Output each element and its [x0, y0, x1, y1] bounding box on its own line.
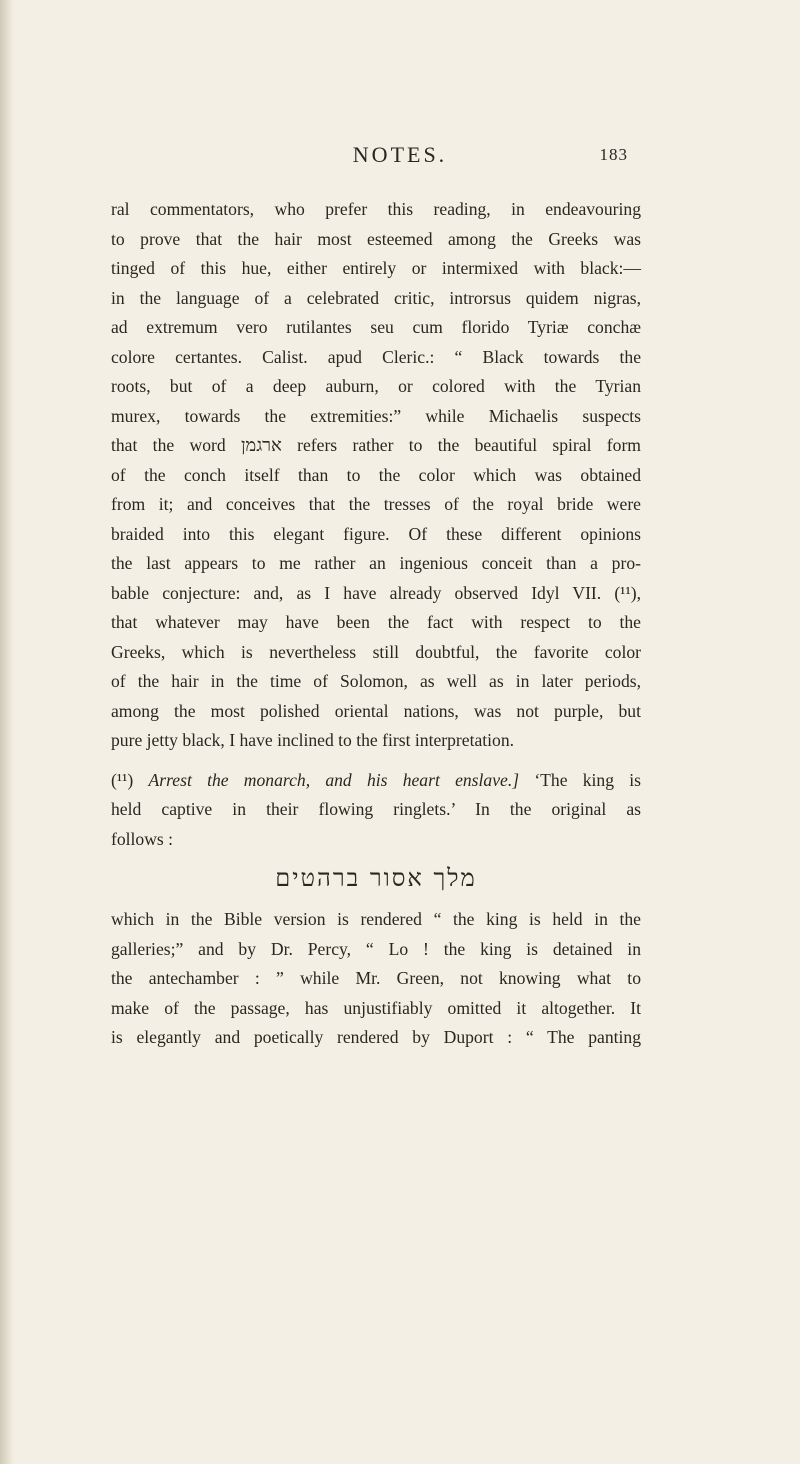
page-header: [0, 142, 800, 172]
text-line: ral commentators, who prefer this reading, in endeavouring: [111, 199, 641, 219]
page-number: 183: [599, 145, 628, 164]
paragraph-commentators: [111, 195, 641, 756]
note-first-line: [111, 766, 641, 796]
text-line: of the conch itself than to the color which was obtained: [111, 464, 641, 485]
text-line: bable conjecture: and, as I have already observed Idyl VII. (¹¹),: [111, 582, 641, 603]
book-spine-shadow: [0, 0, 14, 1464]
text-line: the antechamber : ” while Mr. Green, not knowing what to: [111, 968, 641, 988]
note-11: [111, 766, 641, 855]
text-line: in the language of a celebrated critic, introrsus quidem nigras,: [111, 287, 641, 308]
text-line-with-hebrew: [111, 431, 641, 461]
text-line: roots, but of a deep auburn, or colored with the Tyrian: [111, 376, 641, 396]
paragraph-bible-version: [111, 905, 641, 1053]
text-line: tinged of this hue, either entirely or intermixed with black:—: [111, 258, 641, 278]
running-head: NOTES.: [352, 142, 448, 167]
text-line: the last appears to me rather an ingenious conceit than a pro-: [111, 553, 641, 573]
text-line: follows :: [111, 828, 174, 849]
note-marker: (¹¹): [111, 769, 134, 790]
text-line: murex, towards the extremities:” while Michaelis suspects: [111, 405, 641, 426]
text-fragment: refers rather to the beautiful spiral form: [297, 435, 641, 455]
text-line: pure jetty black, I have inclined to the first interpretation.: [111, 730, 515, 750]
text-line: braided into this elegant figure. Of these different opinions: [111, 523, 641, 544]
text-line: is elegantly and poetically rendered by Duport : “ The panting: [111, 1027, 641, 1047]
text-line: that whatever may have been the fact with respect to the: [111, 612, 641, 632]
text-line: to prove that the hair most esteemed among the Greeks was: [111, 228, 641, 249]
text-line: from it; and conceives that the tresses of the royal bride were: [111, 494, 641, 514]
text-line: held captive in their flowing ringlets.’ In the original as: [111, 799, 641, 819]
text-line: which in the Bible version is rendered “ the king is held in the: [111, 909, 641, 929]
text-line: among the most polished oriental nations, was not purple, but: [111, 700, 641, 721]
text-line: galleries;” and by Dr. Percy, “ Lo ! the king is detained in: [111, 938, 641, 959]
hebrew-quotation: מלך אסור ברהטים: [275, 864, 477, 892]
text-fragment: that the word: [111, 435, 226, 455]
text-line: make of the passage, has unjustifiably omitted it altogether. It: [111, 997, 641, 1018]
hebrew-word: ארגמן: [240, 435, 282, 456]
note-lemma: Arrest the monarch, and his heart enslave.]: [148, 769, 520, 790]
text-line: of the hair in the time of Solomon, as well as in later periods,: [111, 671, 641, 691]
text-line: colore certantes. Calist. apud Cleric.: “ Black towards the: [111, 346, 641, 367]
text-line: Greeks, which is nevertheless still doubtful, the favorite color: [111, 641, 641, 662]
text-line: ad extremum vero rutilantes seu cum florido Tyriæ conchæ: [111, 317, 641, 337]
text-fragment: ‘The king is: [534, 769, 641, 790]
page-body: [111, 195, 641, 1053]
